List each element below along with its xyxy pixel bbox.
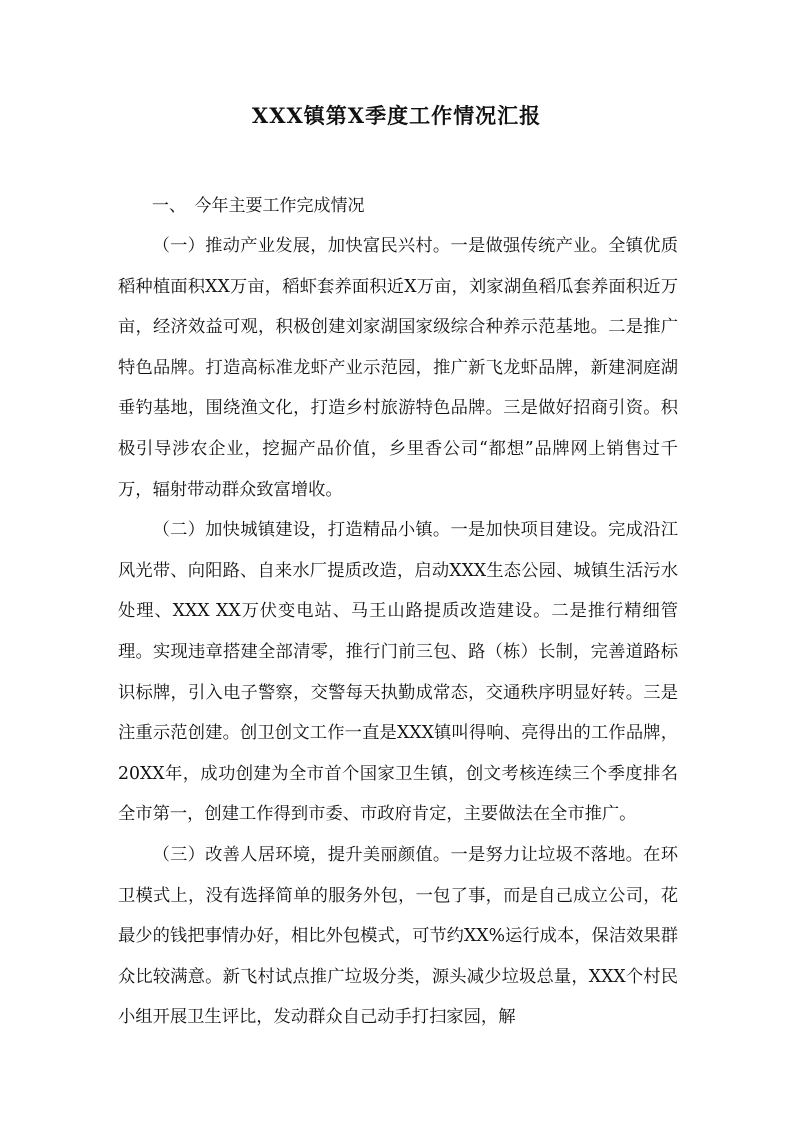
section-heading: 一、 今年主要工作完成情况 [152, 196, 365, 216]
document-title: XXX镇第X季度工作情况汇报 [251, 103, 542, 128]
paragraph-living-environment: （三）改善人居环境，提升美丽颜值。一是努力让垃圾不落地。在环卫模式上，没有选择简单的服务外包，一包了事，而是自己成立公司，花最少的钱把事情办好，相比外包模式，可节约XX%运行成本，保洁效果群众比较满意。新飞村试点推广垃圾分类，源头减少垃圾总量，XXX个村民小组开展卫生评比，发动群众自己动手打扫家园，解 [118, 844, 678, 1028]
paragraph-town-construction: （二）加快城镇建设，打造精品小镇。一是加快项目建设。完成沿江风光带、向阳路、自来水厂提质改造，启动XXX生态公园、城镇生活污水处理、XXX XX万伏变电站、马王山路提质改造建设。二是推行精细管理。实现违章搭建全部清零，推行门前三包、路（栋）长制，完善道路标识标牌，引入电子警察，交警每天执勤成常态，交通秩序明显好转。三是注重示范创建。创卫创文工作一直是XXX镇叫得响、亮得出的工作品牌，20XX年，成功创建为全市首个国家卫生镇，创文考核连续三个季度排名全市第一，创建工作得到市委、市政府肯定，主要做法在全市推广。 [118, 520, 678, 825]
paragraph-industry: （一）推动产业发展，加快富民兴村。一是做强传统产业。全镇优质稻种植面积XX万亩，稻虾套养面积近X万亩，刘家湖鱼稻瓜套养面积近万亩，经济效益可观，积极创建刘家湖国家级综合种养示范基地。二是推广特色品牌。打造高标准龙虾产业示范园，推广新飞龙虾品牌，新建洞庭湖垂钓基地，围绕渔文化，打造乡村旅游特色品牌。三是做好招商引资。积极引导涉农企业，挖掘产品价值，乡里香公司“都想”品牌网上销售过千万，辐射带动群众致富增收。 [118, 236, 678, 500]
document-body [118, 186, 678, 1038]
